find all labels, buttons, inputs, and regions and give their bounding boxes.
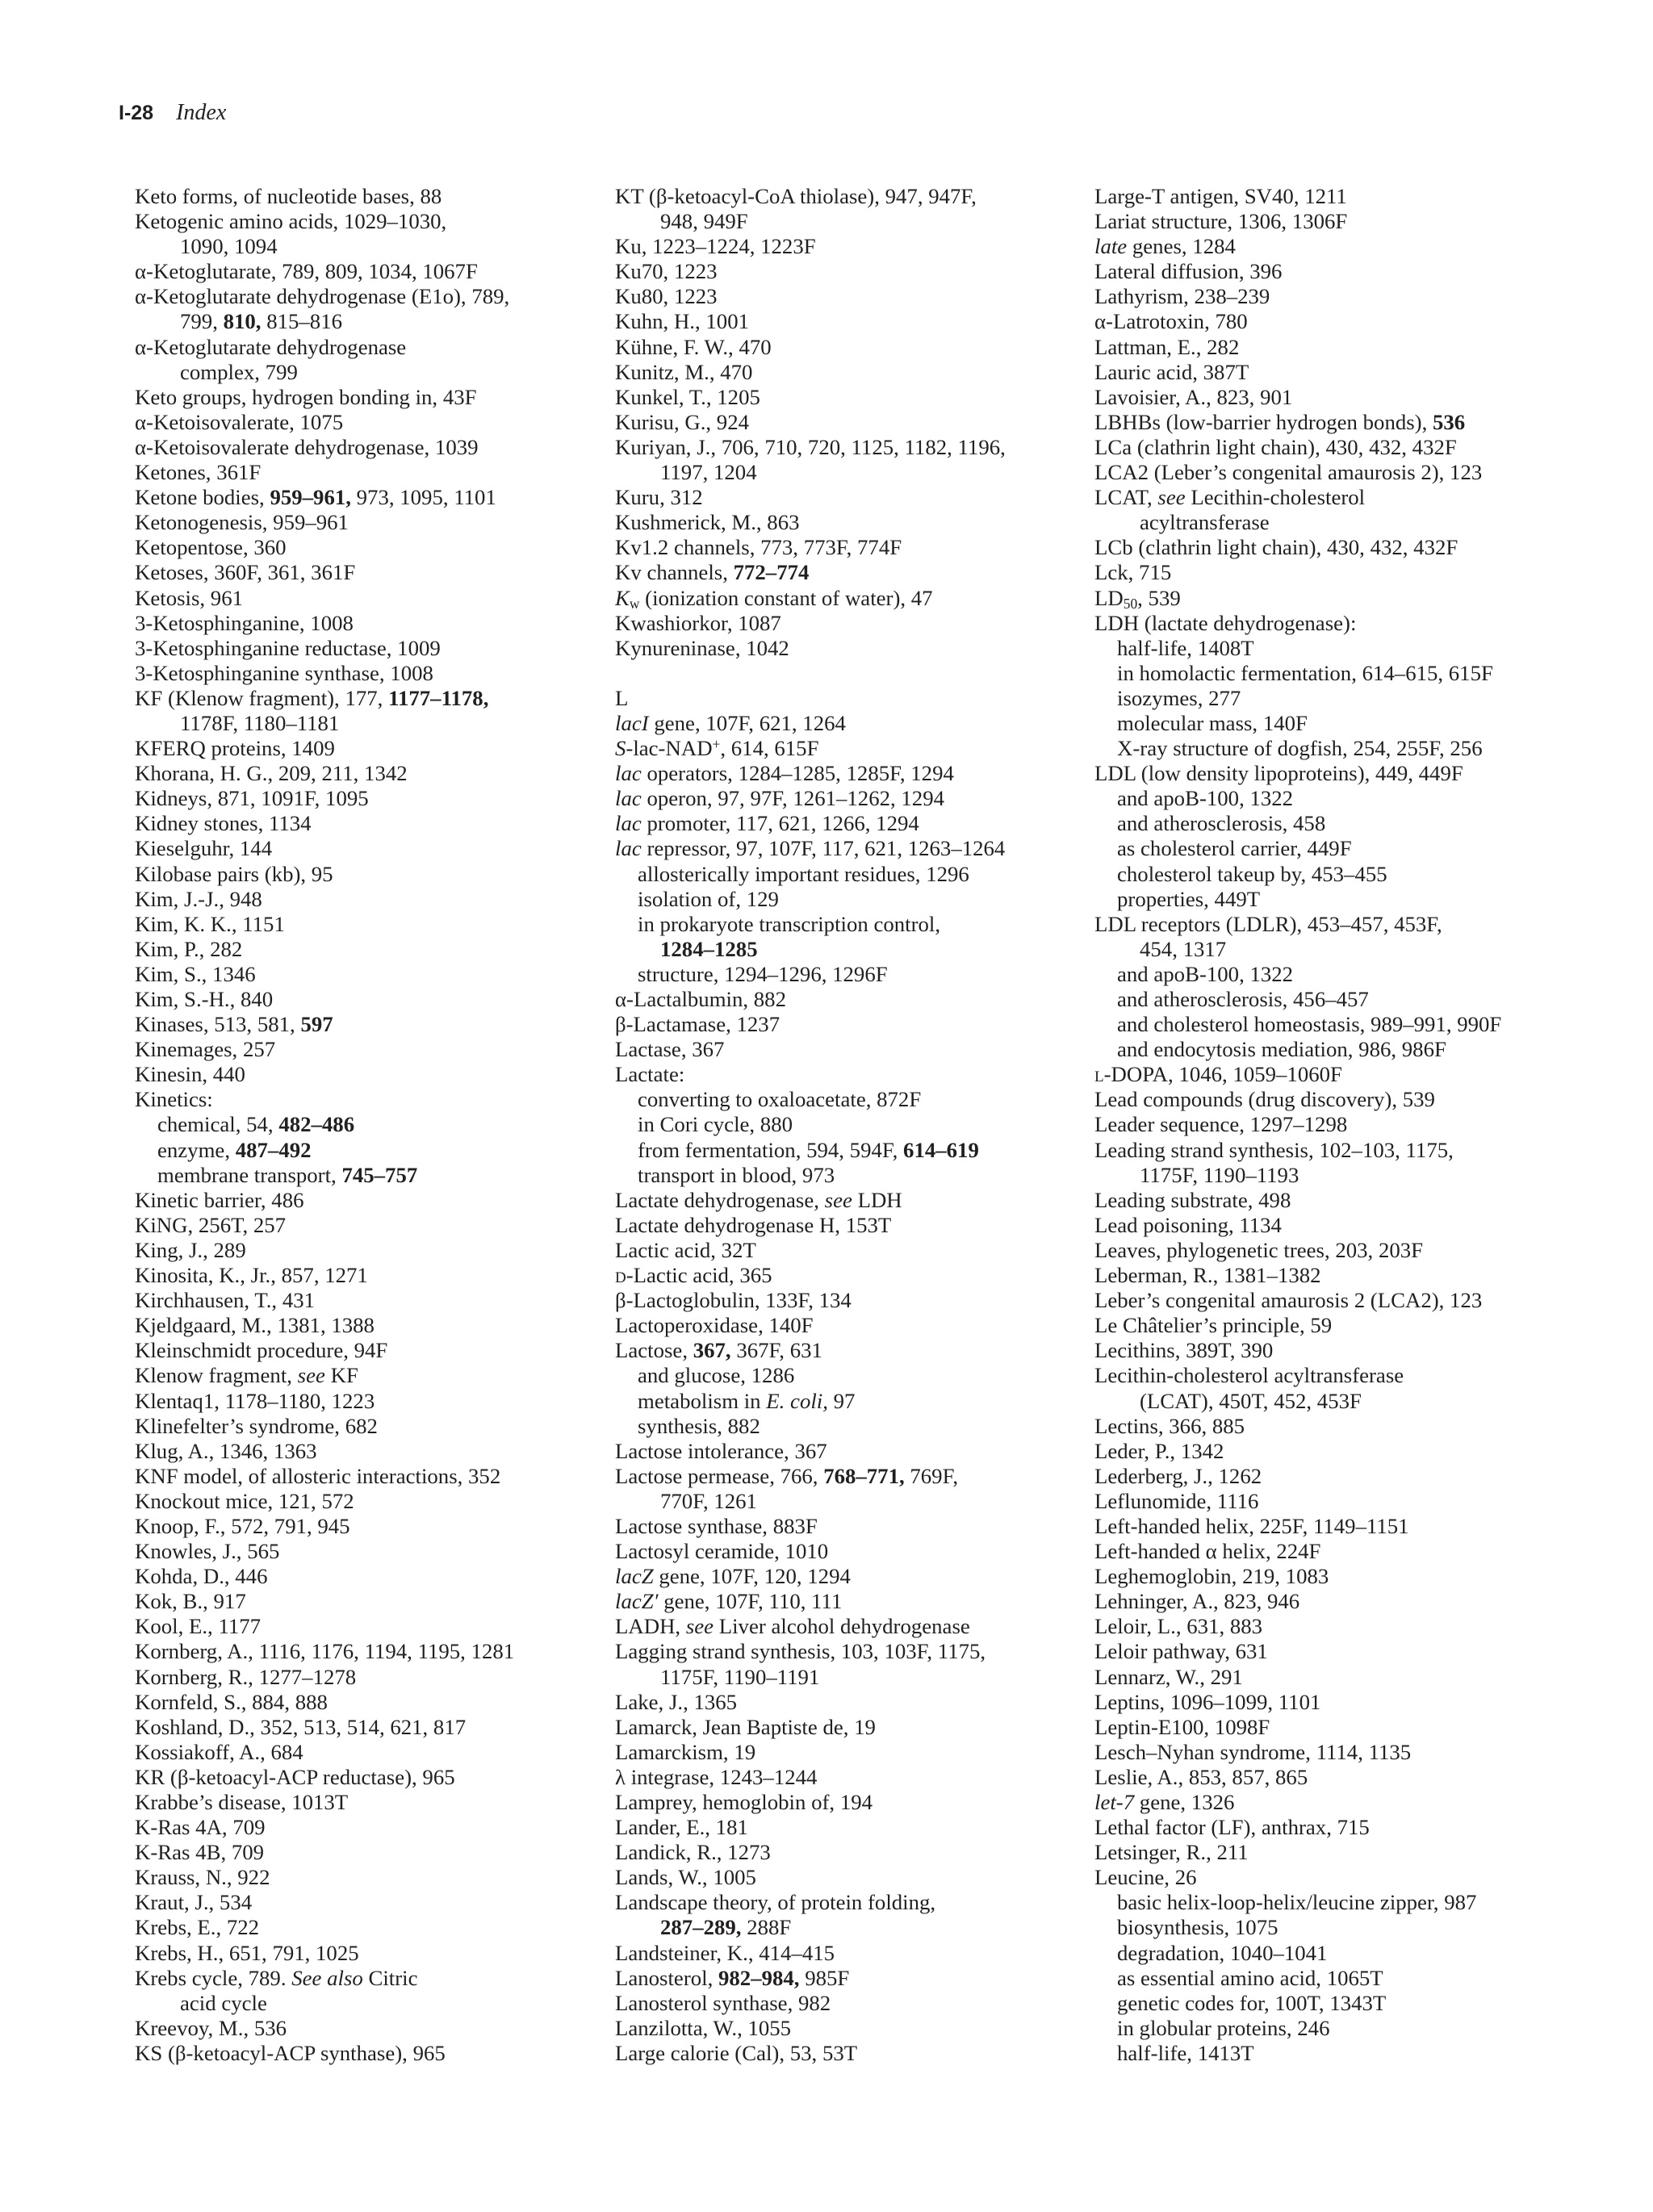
index-entry: Lamarckism, 19 xyxy=(615,1739,756,1764)
index-entry: let-7 gene, 1326 xyxy=(1094,1790,1235,1814)
index-entry: Lauric acid, 387T xyxy=(1094,359,1249,384)
index-subentry: metabolism in E. coli, 97 xyxy=(638,1388,856,1413)
index-entry: Kim, P., 282 xyxy=(135,936,243,961)
index-entry: α-Ketoglutarate, 789, 809, 1034, 1067F xyxy=(135,259,478,284)
index-entry: Lariat structure, 1306, 1306F xyxy=(1094,209,1348,234)
index-entry: Kinases, 513, 581, 597 xyxy=(135,1012,333,1037)
index-entry: Ketones, 361F xyxy=(135,460,262,485)
index-entry: Leslie, A., 853, 857, 865 xyxy=(1094,1764,1308,1789)
index-entry: Lactose intolerance, 367 xyxy=(615,1438,827,1463)
index-entry: Large calorie (Cal), 53, 53T xyxy=(615,2040,858,2065)
index-entry: Ketonogenesis, 959–961 xyxy=(135,510,349,535)
index-entry: Lesch–Nyhan syndrome, 1114, 1135 xyxy=(1094,1739,1412,1764)
index-entry: Ku, 1223–1224, 1223F xyxy=(615,234,816,259)
index-entry: Lattman, E., 282 xyxy=(1094,334,1240,359)
index-entry: Lagging strand synthesis, 103, 103F, 1175, xyxy=(615,1639,986,1664)
index-entry: 287–289, 288F xyxy=(660,1915,792,1940)
index-entry: d-Lactic acid, 365 xyxy=(615,1263,772,1288)
index-entry: Klug, A., 1346, 1363 xyxy=(135,1438,317,1463)
index-entry: KT (β-ketoacyl-CoA thiolase), 947, 947F, xyxy=(615,184,977,208)
index-entry: Kim, S., 1346 xyxy=(135,961,256,986)
index-entry: KS (β-ketoacyl-ACP synthase), 965 xyxy=(135,2040,446,2065)
index-subentry: transport in blood, 973 xyxy=(638,1162,835,1187)
index-subentry: membrane transport, 745–757 xyxy=(157,1162,418,1187)
index-entry: Lethal factor (LF), anthrax, 715 xyxy=(1094,1815,1370,1840)
index-entry: LDH (lactate dehydrogenase): xyxy=(1094,610,1357,635)
index-entry: Leber’s congenital amaurosis 2 (LCA2), 123 xyxy=(1094,1288,1483,1313)
index-entry: Keto forms, of nucleotide bases, 88 xyxy=(135,184,442,208)
index-entry: Kinemages, 257 xyxy=(135,1037,276,1062)
index-entry: Klinefelter’s syndrome, 682 xyxy=(135,1413,378,1438)
index-entry: Kornberg, A., 1116, 1176, 1194, 1195, 1281 xyxy=(135,1639,515,1664)
index-entry: Koshland, D., 352, 513, 514, 621, 817 xyxy=(135,1714,467,1739)
index-entry: acyltransferase xyxy=(1140,510,1270,535)
index-entry: Kunitz, M., 470 xyxy=(615,359,753,384)
index-entry: Kool, E., 1177 xyxy=(135,1614,262,1639)
index-entry: Lathyrism, 238–239 xyxy=(1094,284,1270,309)
index-entry: Leader sequence, 1297–1298 xyxy=(1094,1112,1348,1137)
index-entry: Lactate dehydrogenase H, 153T xyxy=(615,1212,892,1237)
index-entry: Krebs, E., 722 xyxy=(135,1915,260,1940)
index-subentry: molecular mass, 140F xyxy=(1117,710,1308,735)
index-entry: Kwashiorkor, 1087 xyxy=(615,610,781,635)
index-subentry: and apoB-100, 1322 xyxy=(1117,786,1294,811)
index-entry: Knoop, F., 572, 791, 945 xyxy=(135,1513,350,1538)
index-entry: Leder, P., 1342 xyxy=(1094,1438,1224,1463)
index-entry: Leptins, 1096–1099, 1101 xyxy=(1094,1689,1321,1714)
index-entry: Landick, R., 1273 xyxy=(615,1840,771,1865)
index-entry: K-Ras 4B, 709 xyxy=(135,1840,265,1865)
index-subentry: in globular proteins, 246 xyxy=(1117,2015,1330,2040)
index-entry: Krabbe’s disease, 1013T xyxy=(135,1790,349,1814)
index-entry: Landsteiner, K., 414–415 xyxy=(615,1940,835,1965)
index-entry: Kühne, F. W., 470 xyxy=(615,334,772,359)
index-column-3 xyxy=(1094,184,1546,2066)
index-entry: LADH, see Liver alcohol dehydrogenase xyxy=(615,1614,970,1639)
index-entry: Khorana, H. G., 209, 211, 1342 xyxy=(135,761,408,786)
index-column-2 xyxy=(615,184,1067,2066)
index-entry: Kidneys, 871, 1091F, 1095 xyxy=(135,786,369,811)
index-entry: KNF model, of allosteric interactions, 352 xyxy=(135,1463,501,1488)
index-entry: Kinetics: xyxy=(135,1087,213,1112)
index-entry: Kornberg, R., 1277–1278 xyxy=(135,1664,357,1689)
index-entry: Kilobase pairs (kb), 95 xyxy=(135,861,333,886)
index-entry: Ketone bodies, 959–961, 973, 1095, 1101 xyxy=(135,485,496,510)
index-subentry: half-life, 1413T xyxy=(1117,2040,1254,2065)
index-entry: Lavoisier, A., 823, 901 xyxy=(1094,384,1293,409)
index-entry: Lecithin-cholesterol acyltransferase xyxy=(1094,1363,1404,1388)
page-header xyxy=(119,100,226,132)
index-entry: Kossiakoff, A., 684 xyxy=(135,1739,303,1764)
index-subentry: in homolactic fermentation, 614–615, 615F xyxy=(1117,660,1493,685)
index-entry: LCb (clathrin light chain), 430, 432, 432F xyxy=(1094,535,1458,560)
index-entry: Kornfeld, S., 884, 888 xyxy=(135,1689,328,1714)
index-entry: Lactose synthase, 883F xyxy=(615,1513,818,1538)
index-entry: Left-handed α helix, 224F xyxy=(1094,1539,1321,1564)
index-entry: Kidney stones, 1134 xyxy=(135,811,312,836)
index-entry: Kv1.2 channels, 773, 773F, 774F xyxy=(615,535,902,560)
index-entry: Kraut, J., 534 xyxy=(135,1890,253,1915)
index-entry: Kuriyan, J., 706, 710, 720, 1125, 1182, 1196, xyxy=(615,434,1006,459)
index-entry: 770F, 1261 xyxy=(660,1488,757,1513)
index-subentry: genetic codes for, 100T, 1343T xyxy=(1117,1990,1387,2015)
index-entry: Kleinschmidt procedure, 94F xyxy=(135,1338,388,1363)
index-subentry: chemical, 54, 482–486 xyxy=(157,1112,355,1137)
index-entry: Leading substrate, 498 xyxy=(1094,1187,1291,1212)
index-entry: Kirchhausen, T., 431 xyxy=(135,1288,316,1313)
index-entry: α-Latrotoxin, 780 xyxy=(1094,309,1248,334)
index-entry: Kieselguhr, 144 xyxy=(135,836,273,861)
index-entry: Klentaq1, 1178–1180, 1223 xyxy=(135,1388,375,1413)
index-entry: Lactate: xyxy=(615,1062,685,1087)
index-entry: Lands, W., 1005 xyxy=(615,1865,756,1890)
index-entry: λ integrase, 1243–1244 xyxy=(615,1764,818,1789)
index-entry: S-lac-NAD+, 614, 615F xyxy=(615,736,819,761)
index-entry: lacI gene, 107F, 621, 1264 xyxy=(615,710,846,735)
index-entry: lacZ gene, 107F, 120, 1294 xyxy=(615,1564,851,1589)
index-entry: Ku80, 1223 xyxy=(615,284,718,309)
index-entry: Lander, E., 181 xyxy=(615,1815,748,1840)
index-entry: KiNG, 256T, 257 xyxy=(135,1212,287,1237)
index-subentry: and atherosclerosis, 456–457 xyxy=(1117,987,1369,1011)
index-entry: complex, 799 xyxy=(180,359,298,384)
index-subentry: enzyme, 487–492 xyxy=(157,1137,312,1162)
index-entry: Kinosita, K., Jr., 857, 1271 xyxy=(135,1263,368,1288)
index-entry: Kinetic barrier, 486 xyxy=(135,1187,304,1212)
index-entry: Kuhn, H., 1001 xyxy=(615,309,749,334)
index-entry: lac operators, 1284–1285, 1285F, 1294 xyxy=(615,761,954,786)
index-entry: K-Ras 4A, 709 xyxy=(135,1815,266,1840)
index-entry: Lanosterol, 982–984, 985F xyxy=(615,1965,850,1990)
index-entry: Knockout mice, 121, 572 xyxy=(135,1488,354,1513)
index-entry: Ketoses, 360F, 361, 361F xyxy=(135,560,356,585)
index-entry: Lactic acid, 32T xyxy=(615,1237,756,1262)
index-entry: lac repressor, 97, 107F, 117, 621, 1263–1264 xyxy=(615,836,1006,861)
index-entry: Krebs, H., 651, 791, 1025 xyxy=(135,1940,359,1965)
index-entry: $K_w$ (ionization constant of water), 47 xyxy=(615,585,933,611)
index-entry: Lake, J., 1365 xyxy=(615,1689,738,1714)
index-entry: β-Lactoglobulin, 133F, 134 xyxy=(615,1288,852,1313)
index-entry: Keto groups, hydrogen bonding in, 43F xyxy=(135,384,477,409)
index-entry: 3-Ketosphinganine synthase, 1008 xyxy=(135,660,433,685)
index-entry: LDL receptors (LDLR), 453–457, 453F, xyxy=(1094,911,1442,936)
index-entry: Leading strand synthesis, 102–103, 1175, xyxy=(1094,1137,1454,1162)
index-entry: Lateral diffusion, 396 xyxy=(1094,259,1283,284)
index-entry: Leptin-E100, 1098F xyxy=(1094,1714,1270,1739)
index-entry: 454, 1317 xyxy=(1140,936,1227,961)
index-entry: Kreevoy, M., 536 xyxy=(135,2015,287,2040)
index-entry: Kim, S.-H., 840 xyxy=(135,987,274,1011)
index-entry: Lanosterol synthase, 982 xyxy=(615,1990,831,2015)
index-entry: KR (β-ketoacyl-ACP reductase), 965 xyxy=(135,1764,455,1789)
index-entry: Leloir, L., 631, 883 xyxy=(1094,1614,1263,1639)
index-entry: Lehninger, A., 823, 946 xyxy=(1094,1589,1300,1614)
index-subentry: isozymes, 277 xyxy=(1117,685,1241,710)
index-subentry: half-life, 1408T xyxy=(1117,635,1254,660)
index-entry: Lck, 715 xyxy=(1094,560,1172,585)
index-entry: Kv channels, 772–774 xyxy=(615,560,810,585)
index-entry: Leloir pathway, 631 xyxy=(1094,1639,1268,1664)
index-entry: Leflunomide, 1116 xyxy=(1094,1488,1259,1513)
index-entry: 1197, 1204 xyxy=(660,460,757,485)
index-entry: lac promoter, 117, 621, 1266, 1294 xyxy=(615,811,919,836)
index-entry: Lactose, 367, 367F, 631 xyxy=(615,1338,822,1363)
index-entry: Lead poisoning, 1134 xyxy=(1094,1212,1282,1237)
index-entry: Lactoperoxidase, 140F xyxy=(615,1313,814,1338)
index-entry: Lactosyl ceramide, 1010 xyxy=(615,1539,829,1564)
index-entry: Krebs cycle, 789. See also Citric xyxy=(135,1965,418,1990)
index-entry: Ketogenic amino acids, 1029–1030, xyxy=(135,209,447,234)
index-entry: KF (Klenow fragment), 177, 1177–1178, xyxy=(135,685,489,710)
index-entry: lac operon, 97, 97F, 1261–1262, 1294 xyxy=(615,786,944,811)
index-entry: LCAT, see Lecithin-cholesterol xyxy=(1094,485,1366,510)
index-entry: Lactose permease, 766, 768–771, 769F, xyxy=(615,1463,959,1488)
index-entry: (LCAT), 450T, 452, 453F xyxy=(1140,1388,1362,1413)
index-entry: Letsinger, R., 211 xyxy=(1094,1840,1249,1865)
index-entry: 3-Ketosphinganine reductase, 1009 xyxy=(135,635,441,660)
index-subentry: from fermentation, 594, 594F, 614–619 xyxy=(638,1137,979,1162)
section-letter: L xyxy=(615,685,629,710)
index-entry: 3-Ketosphinganine, 1008 xyxy=(135,610,354,635)
index-entry: King, J., 289 xyxy=(135,1237,246,1262)
index-entry: Leaves, phylogenetic trees, 203, 203F xyxy=(1094,1237,1424,1262)
index-subentry: and cholesterol homeostasis, 989–991, 990F xyxy=(1117,1012,1502,1037)
index-entry: Kjeldgaard, M., 1381, 1388 xyxy=(135,1313,375,1338)
index-entry: Lanzilotta, W., 1055 xyxy=(615,2015,792,2040)
index-entry: Lederberg, J., 1262 xyxy=(1094,1463,1262,1488)
index-subentry: and endocytosis mediation, 986, 986F xyxy=(1117,1037,1446,1062)
index-entry: LCa (clathrin light chain), 430, 432, 432F xyxy=(1094,434,1457,459)
index-entry: Knowles, J., 565 xyxy=(135,1539,280,1564)
index-subentry: allosterically important residues, 1296 xyxy=(638,861,969,886)
index-subentry: properties, 449T xyxy=(1117,886,1261,911)
index-entry: Kuru, 312 xyxy=(615,485,703,510)
index-entry: Ketosis, 961 xyxy=(135,585,243,610)
index-entry: Kynureninase, 1042 xyxy=(615,635,789,660)
index-entry: Kushmerick, M., 863 xyxy=(615,510,800,535)
index-entry: l-DOPA, 1046, 1059–1060F xyxy=(1094,1062,1342,1087)
index-entry: acid cycle xyxy=(180,1990,267,2015)
index-entry: 1175F, 1190–1193 xyxy=(1140,1162,1299,1187)
index-entry: late genes, 1284 xyxy=(1094,234,1236,259)
page-number: I-28 xyxy=(119,102,154,124)
index-entry: α-Ketoisovalerate, 1075 xyxy=(135,409,344,434)
index-entry: $LD_{50}$, 539 xyxy=(1094,585,1181,611)
index-entry: Lennarz, W., 291 xyxy=(1094,1664,1243,1689)
index-entry: KFERQ proteins, 1409 xyxy=(135,736,335,761)
index-entry: Krauss, N., 922 xyxy=(135,1865,270,1890)
index-subentry: 1284–1285 xyxy=(660,936,758,961)
index-entry: Lamprey, hemoglobin of, 194 xyxy=(615,1790,873,1814)
index-entry: Kim, J.-J., 948 xyxy=(135,886,262,911)
index-entry: 1178F, 1180–1181 xyxy=(180,710,340,735)
index-entry: Klenow fragment, see KF xyxy=(135,1363,358,1388)
index-subentry: biosynthesis, 1075 xyxy=(1117,1915,1278,1940)
index-entry: 1090, 1094 xyxy=(180,234,278,259)
index-subentry: cholesterol takeup by, 453–455 xyxy=(1117,861,1387,886)
running-title: Index xyxy=(176,100,227,125)
index-subentry: in Cori cycle, 880 xyxy=(638,1112,793,1137)
index-entry: α-Ketoglutarate dehydrogenase (E1o), 789, xyxy=(135,284,510,309)
index-entry: LDL (low density lipoproteins), 449, 449F xyxy=(1094,761,1463,786)
index-subentry: as essential amino acid, 1065T xyxy=(1117,1965,1383,1990)
index-subentry: in prokaryote transcription control, xyxy=(638,911,941,936)
index-subentry: and apoB-100, 1322 xyxy=(1117,961,1294,986)
index-subentry: basic helix-loop-helix/leucine zipper, 987 xyxy=(1117,1890,1477,1915)
index-entry: Lamarck, Jean Baptiste de, 19 xyxy=(615,1714,876,1739)
index-subentry: converting to oxaloacetate, 872F xyxy=(638,1087,922,1112)
index-entry: Lead compounds (drug discovery), 539 xyxy=(1094,1087,1435,1112)
index-entry: Lectins, 366, 885 xyxy=(1094,1413,1245,1438)
index-entry: Left-handed helix, 225F, 1149–1151 xyxy=(1094,1513,1409,1538)
index-entry: 948, 949F xyxy=(660,209,748,234)
index-entry: Kinesin, 440 xyxy=(135,1062,245,1087)
index-subentry: as cholesterol carrier, 449F xyxy=(1117,836,1352,861)
index-entry: Lactate dehydrogenase, see LDH xyxy=(615,1187,902,1212)
index-subentry: structure, 1294–1296, 1296F xyxy=(638,961,888,986)
index-entry: LCA2 (Leber’s congenital amaurosis 2), 123 xyxy=(1094,460,1483,485)
index-entry: β-Lactamase, 1237 xyxy=(615,1012,780,1037)
index-entry: Landscape theory, of protein folding, xyxy=(615,1890,936,1915)
index-entry: Le Châtelier’s principle, 59 xyxy=(1094,1313,1333,1338)
index-entry: 799, 810, 815–816 xyxy=(180,309,342,334)
index-entry: Large-T antigen, SV40, 1211 xyxy=(1094,184,1347,208)
index-entry: Lecithins, 389T, 390 xyxy=(1094,1338,1274,1363)
index-entry: lacZ′ gene, 107F, 110, 111 xyxy=(615,1589,843,1614)
index-entry xyxy=(615,661,1067,686)
index-entry: Leucine, 26 xyxy=(1094,1865,1197,1890)
index-subentry: degradation, 1040–1041 xyxy=(1117,1940,1328,1965)
index-entry: 1175F, 1190–1191 xyxy=(660,1664,820,1689)
index-entry: α-Lactalbumin, 882 xyxy=(615,987,786,1011)
index-entry: α-Ketoisovalerate dehydrogenase, 1039 xyxy=(135,434,479,459)
index-column-1 xyxy=(135,184,587,2066)
index-subentry: and glucose, 1286 xyxy=(638,1363,795,1388)
index-entry: Lactase, 367 xyxy=(615,1037,725,1062)
index-entry: Kunkel, T., 1205 xyxy=(615,384,760,409)
index-entry: LBHBs (low-barrier hydrogen bonds), 536 xyxy=(1094,409,1466,434)
index-entry: Kurisu, G., 924 xyxy=(615,409,749,434)
index-entry: Kohda, D., 446 xyxy=(135,1564,268,1589)
index-entry: Kok, B., 917 xyxy=(135,1589,246,1614)
index-subentry: isolation of, 129 xyxy=(638,886,779,911)
index-entry: α-Ketoglutarate dehydrogenase xyxy=(135,334,407,359)
index-subentry: X-ray structure of dogfish, 254, 255F, 256 xyxy=(1117,736,1483,761)
index-entry: Leberman, R., 1381–1382 xyxy=(1094,1263,1321,1288)
index-entry: Kim, K. K., 1151 xyxy=(135,911,285,936)
index-entry: Ketopentose, 360 xyxy=(135,535,287,560)
index-subentry: and atherosclerosis, 458 xyxy=(1117,811,1326,836)
index-subentry: synthesis, 882 xyxy=(638,1413,760,1438)
index-entry: Ku70, 1223 xyxy=(615,259,718,284)
index-entry: Leghemoglobin, 219, 1083 xyxy=(1094,1564,1329,1589)
